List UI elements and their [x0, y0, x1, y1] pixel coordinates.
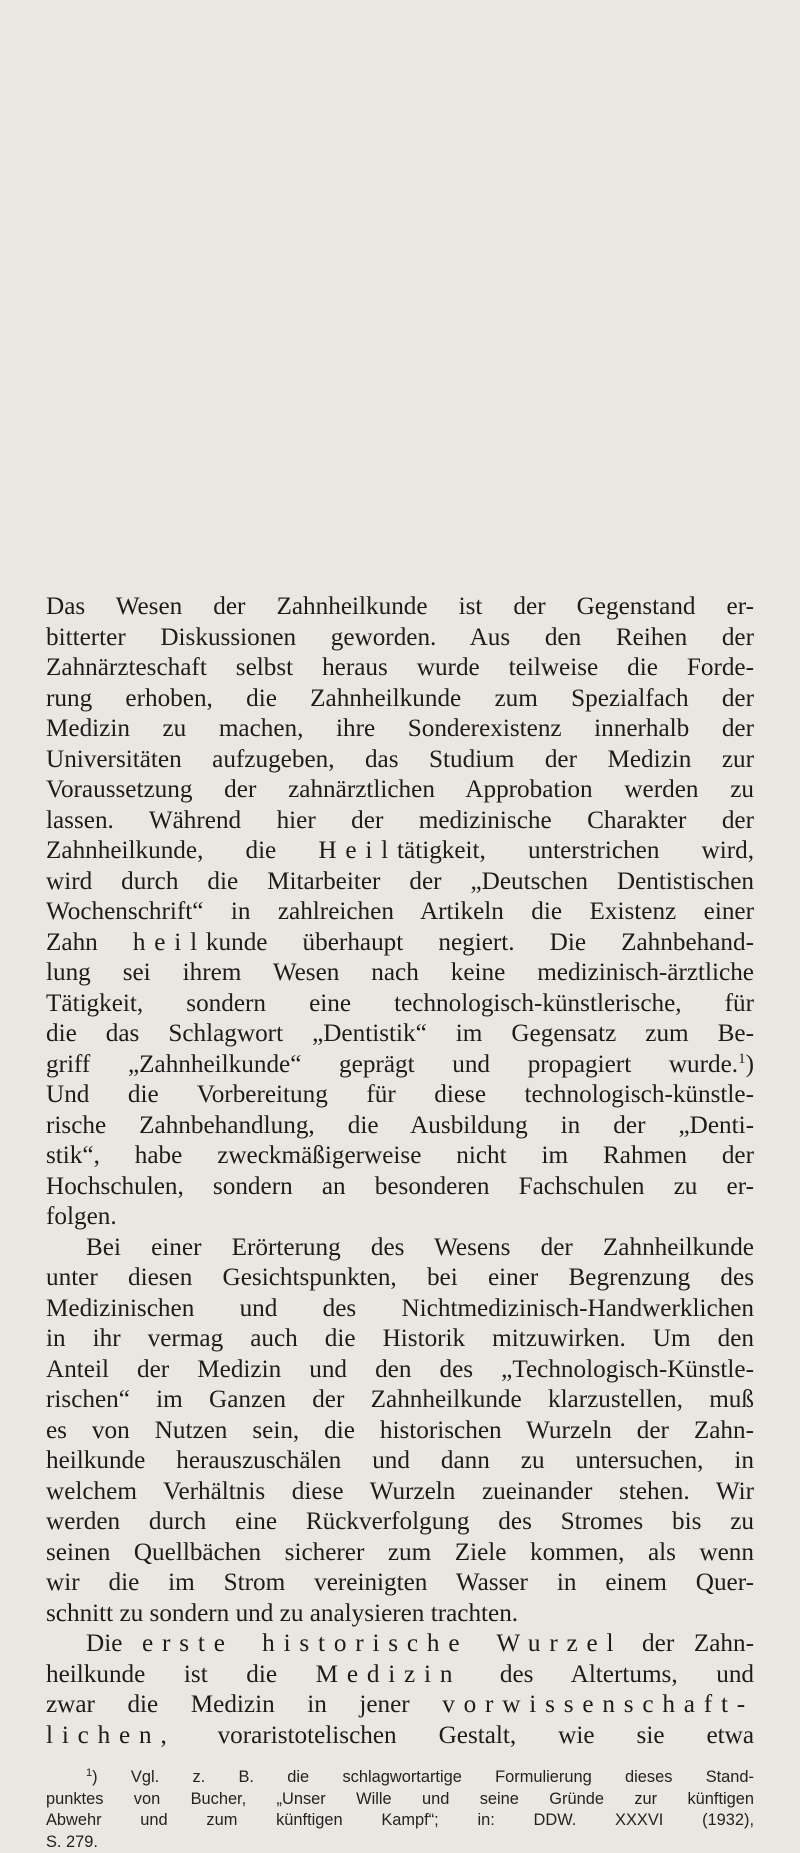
text-line: lassen. Während hier der medizinische Charakter der — [46, 806, 754, 837]
text-line: Und die Vorbereitung für diese technologisch-künstle- — [46, 1080, 754, 1111]
text-line: in ihr vermag auch die Historik mitzuwirken. Um den — [46, 1324, 754, 1355]
paragraph-3 — [46, 1629, 754, 1751]
text-line: folgen. — [46, 1202, 754, 1233]
text-line: Zahnärzteschaft selbst heraus wurde teilweise die Forde- — [46, 653, 754, 684]
footnote-reference: 1 — [738, 1051, 746, 1067]
text-line: Wochenschrift“ in zahlreichen Artikeln die Existenz einer — [46, 897, 754, 928]
text-line: unter diesen Gesichtspunkten, bei einer Begrenzung des — [46, 1263, 754, 1294]
text-line: Medizin zu machen, ihre Sonderexistenz innerhalb der — [46, 714, 754, 745]
text-line: rung erhoben, die Zahnheilkunde zum Spezialfach der — [46, 684, 754, 715]
text-line: Die erste historische Wurzel der Zahn- — [46, 1629, 754, 1660]
footnote-line: punktes von Bucher, „Unser Wille und seine Gründe zur künftigen — [46, 1789, 754, 1811]
text-line: wir die im Strom vereinigten Wasser in einem Quer- — [46, 1568, 754, 1599]
text-line: griff „Zahnheilkunde“ geprägt und propagiert wurde.$^1$) — [46, 1050, 754, 1081]
text-line: werden durch eine Rückverfolgung des Stromes bis zu — [46, 1507, 754, 1538]
text-line: lung sei ihrem Wesen nach keine medizinisch-ärztliche — [46, 958, 754, 989]
spaced-emphasis: Heil — [318, 837, 397, 864]
text-line: wird durch die Mitarbeiter der „Deutschen Dentistischen — [46, 867, 754, 898]
book-page-text — [46, 592, 754, 1853]
spaced-emphasis: Medizin — [316, 1661, 462, 1688]
text-line: Zahnheilkunde, die Heiltätigkeit, unterstrichen wird, — [46, 836, 754, 867]
text-line: Das Wesen der Zahnheilkunde ist der Gegenstand er- — [46, 592, 754, 623]
text-line: Universitäten aufzugeben, das Studium der Medizin zur — [46, 745, 754, 776]
text-line: rischen“ im Ganzen der Zahnheilkunde klarzustellen, muß — [46, 1385, 754, 1416]
text-line: Medizinischen und des Nichtmedizinisch-Handwerklichen — [46, 1294, 754, 1325]
text-line: Zahn heilkunde überhaupt negiert. Die Zahnbehand- — [46, 928, 754, 959]
text-line: es von Nutzen sein, die historischen Wurzeln der Zahn- — [46, 1416, 754, 1447]
text-line: die das Schlagwort „Dentistik“ im Gegensatz zum Be- — [46, 1019, 754, 1050]
text-line: Tätigkeit, sondern eine technologisch-künstlerische, für — [46, 989, 754, 1020]
footnote-line: $^1$) Vgl. z. B. die schlagwortartige Formulierung dieses Stand- — [46, 1767, 754, 1789]
text-line: rische Zahnbehandlung, die Ausbildung in der „Denti- — [46, 1111, 754, 1142]
footnote-line: Abwehr und zum künftigen Kampf“; in: DDW. XXXVI (1932), — [46, 1810, 754, 1832]
text-line: seinen Quellbächen sicherer zum Ziele kommen, als wenn — [46, 1538, 754, 1569]
spaced-emphasis: heil — [133, 929, 206, 956]
spaced-emphasis: vorwissenschaft- — [442, 1691, 754, 1718]
text-line: Hochschulen, sondern an besonderen Fachschulen zu er- — [46, 1172, 754, 1203]
text-line: stik“, habe zweckmäßigerweise nicht im Rahmen der — [46, 1141, 754, 1172]
spaced-emphasis: erste historische Wurzel — [142, 1630, 622, 1657]
spaced-emphasis: lichen, — [46, 1722, 176, 1749]
text-line: schnitt zu sondern und zu analysieren trachten. — [46, 1599, 754, 1630]
text-line: Anteil der Medizin und den des „Technologisch-Künstle- — [46, 1355, 754, 1386]
text-line: Voraussetzung der zahnärztlichen Approbation werden zu — [46, 775, 754, 806]
text-line: lichen, voraristotelischen Gestalt, wie sie etwa — [46, 1721, 754, 1752]
text-line: welchem Verhältnis diese Wurzeln zueinander stehen. Wir — [46, 1477, 754, 1508]
paragraph-1 — [46, 592, 754, 1233]
text-line: zwar die Medizin in jener vorwissenschaft- — [46, 1690, 754, 1721]
text-line: bitterter Diskussionen geworden. Aus den Reihen der — [46, 623, 754, 654]
text-line: Bei einer Erörterung des Wesens der Zahnheilkunde — [46, 1233, 754, 1264]
paragraph-2 — [46, 1233, 754, 1630]
text-line: heilkunde ist die Medizin des Altertums, und — [46, 1660, 754, 1691]
footnote — [46, 1767, 754, 1853]
text-line: heilkunde herauszuschälen und dann zu untersuchen, in — [46, 1446, 754, 1477]
footnote-line: S. 279. — [46, 1832, 754, 1853]
footnote-marker: 1 — [86, 1767, 92, 1779]
